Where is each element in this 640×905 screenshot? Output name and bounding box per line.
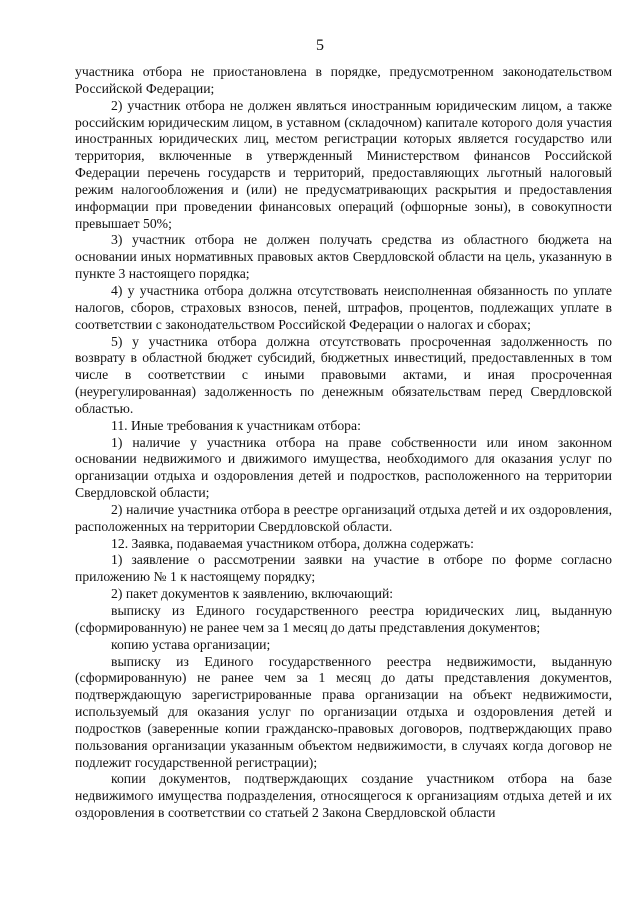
- paragraph-item-5-overdue-debt: 5) у участника отбора должна отсутствовать просроченная задолженность по возврату в областной бюджет субсидий, бюджетных инвестиций, предоставленных в том числе в соответствии с иными правовыми актами, и иная просроченная (неурегулированная) задолженность по денежным обязательствам перед Свердловской областью.: [75, 333, 612, 416]
- paragraph-item-2-foreign-entity: 2) участник отбора не должен являться иностранным юридическим лицом, а также российским юридическим лицом, в уставном (складочном) капитале которого доля участия иностранных юридических лиц, местом регистрации которых является государство или территория, включенные в утвержденный Министерством финансов Российской Федерации перечень государств и территорий, предоставляющих льготный налоговый режим налогообложения и (или) не предусматривающих раскрытия и предоставления информации при проведении финансовых операций (офшорные зоны), в совокупности превышает 50%;: [75, 97, 612, 231]
- paragraph-section-11-heading: 11. Иные требования к участникам отбора:: [111, 417, 361, 433]
- paragraph-egrn-extract: выписку из Единого государственного реестра недвижимости, выданную (сформированную) не ранее чем за 1 месяц до даты представления документов, подтверждающую зарегистрированные права организации на объект недвижимости, используемый для оказания услуг по организации отдыха и оздоровления детей и подростков (заверенные копии гражданско-правовых договоров, подтверждающих право пользования организации указанным объектом недвижимости, в случаях когда договор не подлежит государственной регистрации);: [75, 653, 612, 770]
- paragraph-subdivision-documents: копии документов, подтверждающих создание участником отбора на базе недвижимого имущества подразделения, относящегося к организациям отдыха детей и их оздоровления в соответствии со статьей 2 Закона Свердловской области: [75, 771, 612, 821]
- paragraph-section-12-heading: 12. Заявка, подаваемая участником отбора, должна содержать:: [111, 535, 474, 551]
- paragraph-section-12-item-1: 1) заявление о рассмотрении заявки на участие в отборе по форме согласно приложению № 1 к настоящему порядку;: [75, 552, 612, 585]
- paragraph-continuation: участника отбора не приостановлена в порядке, предусмотренном законодательством Российской Федерации;: [75, 64, 612, 96]
- paragraph-item-4-tax-obligations: 4) у участника отбора должна отсутствовать неисполненная обязанность по уплате налогов, сборов, страховых взносов, пеней, штрафов, процентов, подлежащих уплате в соответствии с законодательством Российской Федерации о налогах и сборах;: [75, 282, 612, 332]
- paragraph-section-11-item-2: 2) наличие участника отбора в реестре организаций отдыха детей и их оздоровления, расположенных на территории Свердловской области.: [75, 501, 612, 534]
- paragraph-item-3-regional-budget: 3) участник отбора не должен получать средства из областного бюджета на основании иных нормативных правовых актов Свердловской области на цель, указанную в пункте 3 настоящего порядка;: [75, 232, 612, 282]
- paragraph-section-12-item-2: 2) пакет документов к заявлению, включающий:: [111, 586, 394, 602]
- document-body: [75, 64, 612, 822]
- paragraph-section-11-item-1: 1) наличие у участника отбора на праве собственности или ином законном основании недвижимого и движимого имущества, необходимого для оказания услуг по организации отдыха и оздоровления детей и подростков, расположенного на территории Свердловской области;: [75, 434, 612, 501]
- page-number: 5: [316, 37, 324, 54]
- paragraph-charter-copy: копию устава организации;: [111, 636, 271, 652]
- paragraph-egrul-extract: выписку из Единого государственного реестра юридических лиц, выданную (сформированную) не ранее чем за 1 месяц до даты представления документов;: [75, 603, 612, 635]
